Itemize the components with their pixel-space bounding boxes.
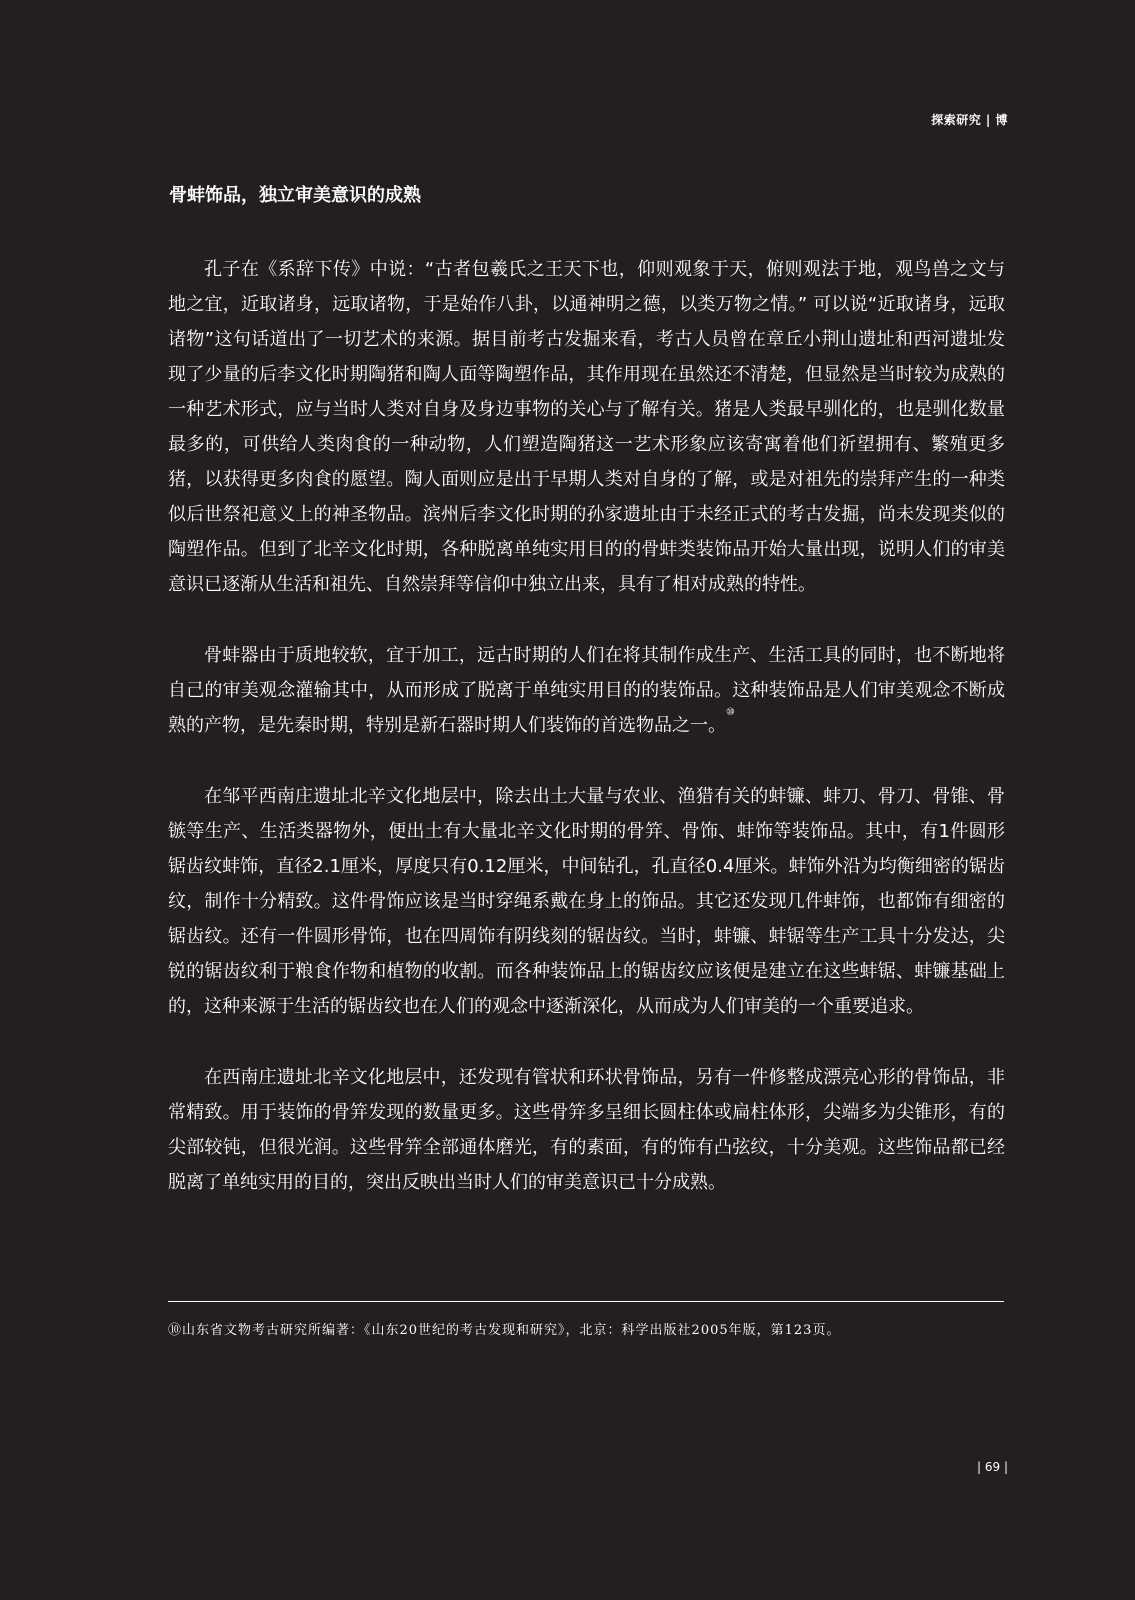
article-body bbox=[168, 252, 1005, 1236]
paragraph-2-text: 骨蚌器由于质地较软，宜于加工，远古时期的人们在将其制作成生产、生活工具的同时，也不断地将自己的审美观念灌输其中，从而形成了脱离于单纯实用目的的装饰品。这种装饰品是人们审美观念不断成熟的产物，是先秦时期，特别是新石器时期人们装饰的首选物品之一。 bbox=[168, 645, 1005, 736]
page-number: | 69 | bbox=[977, 1460, 1008, 1474]
article-heading: 骨蚌饰品，独立审美意识的成熟 bbox=[169, 185, 421, 206]
footnote-divider bbox=[168, 1301, 1004, 1302]
paragraph-3: 在邹平西南庄遗址北辛文化地层中，除去出土大量与农业、渔猎有关的蚌镰、蚌刀、骨刀、骨锥、骨镞等生产、生活类器物外，便出土有大量北辛文化时期的骨笄、骨饰、蚌饰等装饰品。其中，有1件圆形锯齿纹蚌饰，直径2.1厘米，厚度只有0.12厘米，中间钻孔，孔直径0.4厘米。蚌饰外沿为均衡细密的锯齿纹，制作十分精致。这件骨饰应该是当时穿绳系戴在身上的饰品。其它还发现几件蚌饰，也都饰有细密的锯齿纹。还有一件圆形骨饰，也在四周饰有阴线刻的锯齿纹。当时，蚌镰、蚌锯等生产工具十分发达，尖锐的锯齿纹利于粮食作物和植物的收割。而各种装饰品上的锯齿纹应该便是建立在这些蚌锯、蚌镰基础上的，这种来源于生活的锯齿纹也在人们的观念中逐渐深化，从而成为人们审美的一个重要追求。 bbox=[168, 786, 1005, 1017]
paragraph-1: 孔子在《系辞下传》中说：“古者包羲氏之王天下也，仰则观象于天，俯则观法于地，观鸟兽之文与地之宜，近取诸身，远取诸物，于是始作八卦，以通神明之德，以类万物之情。” 可以说“近取诸身，远取诸物”这句话道出了一切艺术的来源。据目前考古发掘来看，考古人员曾在章丘小荆山遗址和西河遗址发现了少量的后李文化时期陶猪和陶人面等陶塑作品，其作用现在虽然还不清楚，但显然是当时较为成熟的一种艺术形式，应与当时人类对自身及身边事物的关心与了解有关。猪是人类最早驯化的，也是驯化数量最多的，可供给人类肉食的一种动物，人们塑造陶猪这一艺术形象应该寄寓着他们祈望拥有、繁殖更多猪，以获得更多肉食的愿望。陶人面则应是出于早期人类对自身的了解，或是对祖先的崇拜产生的一种类似后世祭祀意义上的神圣物品。滨州后李文化时期的孙家遗址由于未经正式的考古发掘，尚未发现类似的陶塑作品。但到了北辛文化时期，各种脱离单纯实用目的的骨蚌类装饰品开始大量出现，说明人们的审美意识已逐渐从生活和祖先、自然崇拜等信仰中独立出来，具有了相对成熟的特性。 bbox=[168, 259, 1005, 595]
section-tag: 探索研究 | 博 bbox=[931, 113, 1008, 127]
footnote-reference[interactable]: ⑩ bbox=[726, 707, 735, 718]
footnote: ⑩山东省文物考古研究所编著：《山东20世纪的考古发现和研究》，北京：科学出版社2005年版，第123页。 bbox=[168, 1323, 841, 1338]
paragraph-2 bbox=[168, 638, 1005, 743]
paragraph-4: 在西南庄遗址北辛文化地层中，还发现有管状和环状骨饰品，另有一件修整成漂亮心形的骨饰品，非常精致。用于装饰的骨笄发现的数量更多。这些骨笄多呈细长圆柱体或扁柱体形，尖端多为尖锥形，有的尖部较钝，但很光润。这些骨笄全部通体磨光，有的素面，有的饰有凸弦纹，十分美观。这些饰品都已经脱离了单纯实用的目的，突出反映出当时人们的审美意识已十分成熟。 bbox=[168, 1067, 1005, 1193]
